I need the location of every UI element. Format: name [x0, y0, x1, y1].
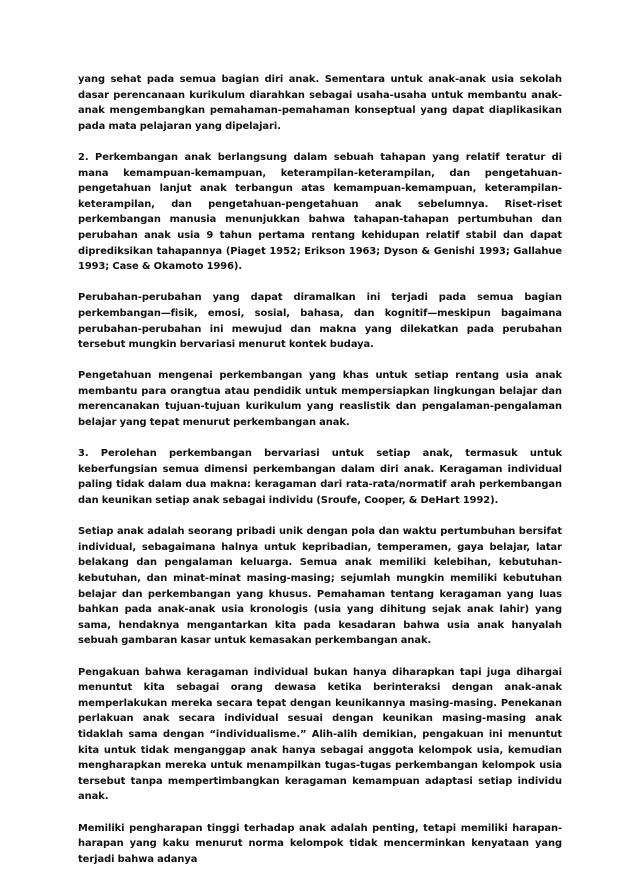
paragraph-3: Perubahan-perubahan yang dapat diramalkan ini terjadi pada semua bagian perkembangan—fisik, emosi, sosial, bahasa, dan kognitif—meskipun bagaimana perubahan-perubahan ini mewujud dan makna yang dilekatkan pada perubahan tersebut mungkin bervariasi menurut kontek budaya. [78, 292, 562, 351]
paragraph-1: yang sehat pada semua bagian diri anak. Sementara untuk anak-anak usia sekolah dasar perencanaan kurikulum diarahkan sebagai usaha-usaha untuk membantu anak-anak mengembangkan pemahaman-pemahaman konseptual yang dapat diaplikasikan pada mata pelajaran yang dipelajari. [78, 74, 562, 132]
paragraph-8: Memiliki pengharapan tinggi terhadap anak adalah penting, tetapi memiliki harapan-harapan yang kaku menurut norma kelompok tidak mencerminkan kenyataan yang terjadi bahwa adanya [78, 822, 562, 865]
paragraph-7: Pengakuan bahwa keragaman individual bukan hanya diharapkan tapi juga dihargai menuntut kita sebagai orang dewasa ketika berinteraksi dengan anak-anak memperlakukan mereka secara tepat dengan keunikannya masing-masing. Penekanan perlakuan anak secara individual sesuai dengan keunikan masing-masing anak tidaklah sama dengan “individualisme.” Alih-alih demikian, pengakuan ini menuntut kita untuk tidak menganggap anak hanya sebagai anggota kelompok usia, kemudian mengharapkan mereka untuk menampilkan tugas-tugas perkembangan kelompok usia tersebut tanpa mempertimbangkan keragaman kemampuan adaptasi setiap individu anak. [78, 666, 562, 803]
paragraph-5: 3. Perolehan perkembangan bervariasi untuk setiap anak, termasuk untuk keberfungsian semua dimensi perkembangan dalam diri anak. Keragaman individual paling tidak dalam dua makna: keragaman dari rata-rata/normatif arah perkembangan dan keunikan setiap anak sebagai individu (Sroufe, Cooper, & DeHart 1992). [78, 448, 562, 507]
paragraph-4: Pengetahuan mengenai perkembangan yang khas untuk setiap rentang usia anak membantu para orangtua atau pendidik untuk mempersiapkan lingkungan belajar dan merencanakan tujuan-tujuan kurikulum yang reaslistik dan pengalaman-pengalaman belajar yang tepat menurut perkembangan anak. [78, 370, 562, 429]
document-page [78, 72, 562, 883]
paragraph-2: 2. Perkembangan anak berlangsung dalam sebuah tahapan yang relatif teratur di mana kemampuan-kemampuan, keterampilan-keterampilan, dan pengetahuan-pengetahuan lanjut anak terbangun atas kemampuan-kemampuan, keterampilan-keterampilan, dan pengetahuan-pengetahuan anak sebelumnya. Riset-riset perkembangan manusia menunjukkan bahwa tahapan-tahapan pertumbuhan dan perubahan anak usia 9 tahun pertama rentang kehidupan relatif stabil dan dapat diprediksikan tahapannya (Piaget 1952; Erikson 1963; Dyson & Genishi 1993; Gallahue 1993; Case & Okamoto 1996). [78, 151, 562, 273]
paragraph-6: Setiap anak adalah seorang pribadi unik dengan pola dan waktu pertumbuhan bersifat individual, sebagaimana halnya untuk kepribadian, temperamen, gaya belajar, latar belakang dan pengalaman keluarga. Semua anak memiliki kelebihan, kebutuhan-kebutuhan, dan minat-minat masing-masing; sejumlah mungkin memiliki kebutuhan belajar dan perkembangan yang khusus. Pemahaman tentang keragaman yang luas bahkan pada anak-anak usia kronologis (usia yang dihitung sejak anak lahir) yang sama, hendaknya mengantarkan kita pada kesadaran bahwa usia anak hanyalah sebuah gambaran kasar untuk kemasakan perkembangan anak. [78, 526, 562, 647]
